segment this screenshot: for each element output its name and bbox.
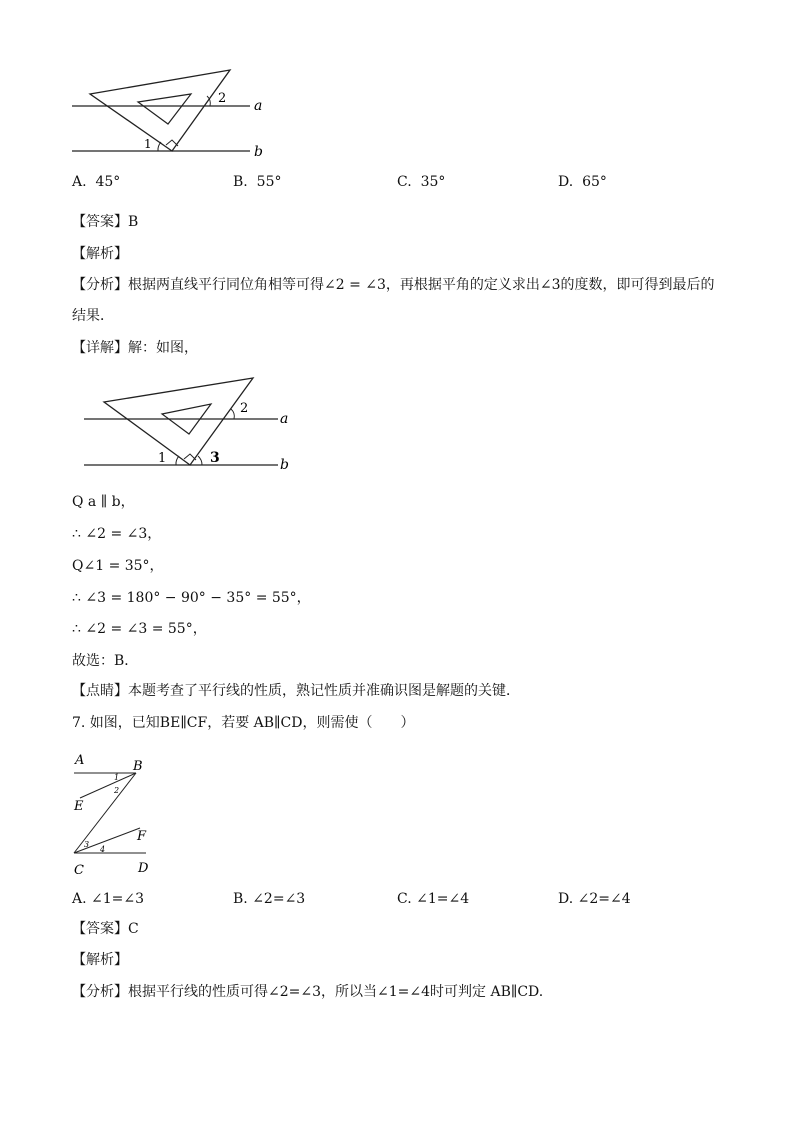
q7-angle-1: 1 [114,773,120,782]
q7-fenxi: 【分析】根据平行线的性质可得∠2=∠3，所以当∠1=∠4时可判定 AB∥CD. [72,984,544,1000]
q6-option-b[interactable] [233,172,281,192]
q7-angle-2: 2 [114,786,120,795]
q6-step-2: ∴ ∠2 = ∠3， [72,526,162,542]
figure1-label-1: 1 [144,137,152,151]
q6-fenxi-line-2: 结果． [72,308,114,324]
q6-detail-heading: 【详解】解：如图， [72,340,198,356]
figure2-label-2: 2 [240,401,249,416]
q7-option-b-key: B. [233,891,248,907]
figure-triangle-ruler-1 [60,62,280,162]
q6-fenxi-line-1: 【分析】根据两直线平行同位角相等可得∠2 = ∠3，再根据平角的定义求出∠3的度数，即可得到最后的 [72,277,715,293]
q7-point-b: B [133,759,143,774]
q7-point-e: E [74,799,84,814]
q6-option-d[interactable] [558,172,607,192]
q6-option-d-key: D. [558,174,574,190]
q7-option-d-key: D. [558,891,574,907]
q7-angle-4: 4 [100,845,106,854]
q6-comment: 【点睛】本题考查了平行线的性质，熟记性质并准确识图是解题的关键． [72,683,520,699]
q6-option-c-text: 35° [420,174,446,190]
q7-angle-3: 3 [84,840,90,849]
q6-answer: 【答案】B [72,214,139,230]
figure2-label-1: 1 [158,451,167,466]
q6-choose: 故选：B． [72,653,139,669]
q6-step-1: Q a ∥ b， [72,494,135,510]
q6-step-5: ∴ ∠2 = ∠3 = 55°， [72,621,207,637]
q6-option-c-key: C. [397,174,412,190]
q7-option-b[interactable] [233,889,305,909]
q6-analysis-heading: 【解析】 [72,246,128,262]
q7-option-c-text: ∠1=∠4 [416,891,470,907]
q7-analysis-heading: 【解析】 [72,952,128,968]
q6-step-4: ∴ ∠3 = 180° − 90° − 35° = 55°， [72,590,311,606]
q7-point-f: F [137,829,147,844]
q7-option-c[interactable] [397,889,469,909]
q7-option-b-text: ∠2=∠3 [252,891,306,907]
q6-option-a-key: A. [72,174,87,190]
figure1-label-b: b [254,144,263,160]
q6-option-b-key: B. [233,174,248,190]
figure1-label-2: 2 [218,91,227,106]
figure1-label-a: a [254,98,263,114]
figure-parallel-lines-q7 [68,748,178,878]
q6-option-d-text: 65° [582,174,607,190]
q7-option-a-text: ∠1=∠3 [91,891,145,907]
q7-stem: 7. 如图，已知BE∥CF，若要 AB∥CD，则需使（ ） [72,715,415,731]
q7-option-c-key: C. [397,891,412,907]
q7-option-d[interactable] [558,889,631,909]
q6-option-a[interactable] [72,172,120,192]
q7-option-a[interactable] [72,889,144,909]
q7-point-c: C [74,863,84,878]
q6-option-b-text: 55° [256,174,282,190]
q7-option-a-key: A. [72,891,87,907]
figure2-label-a: a [280,411,289,427]
q7-point-a: A [75,753,85,768]
q6-option-a-text: 45° [95,174,121,190]
figure2-label-b: b [280,457,289,473]
q7-option-d-text: ∠2=∠4 [577,891,631,907]
figure2-label-3: 3 [210,450,220,466]
figure-triangle-ruler-2 [78,372,308,474]
q7-answer: 【答案】C [72,921,139,937]
q6-step-3: Q∠1 = 35°， [72,558,164,574]
q6-option-c[interactable] [397,172,445,192]
q7-point-d: D [138,861,149,876]
